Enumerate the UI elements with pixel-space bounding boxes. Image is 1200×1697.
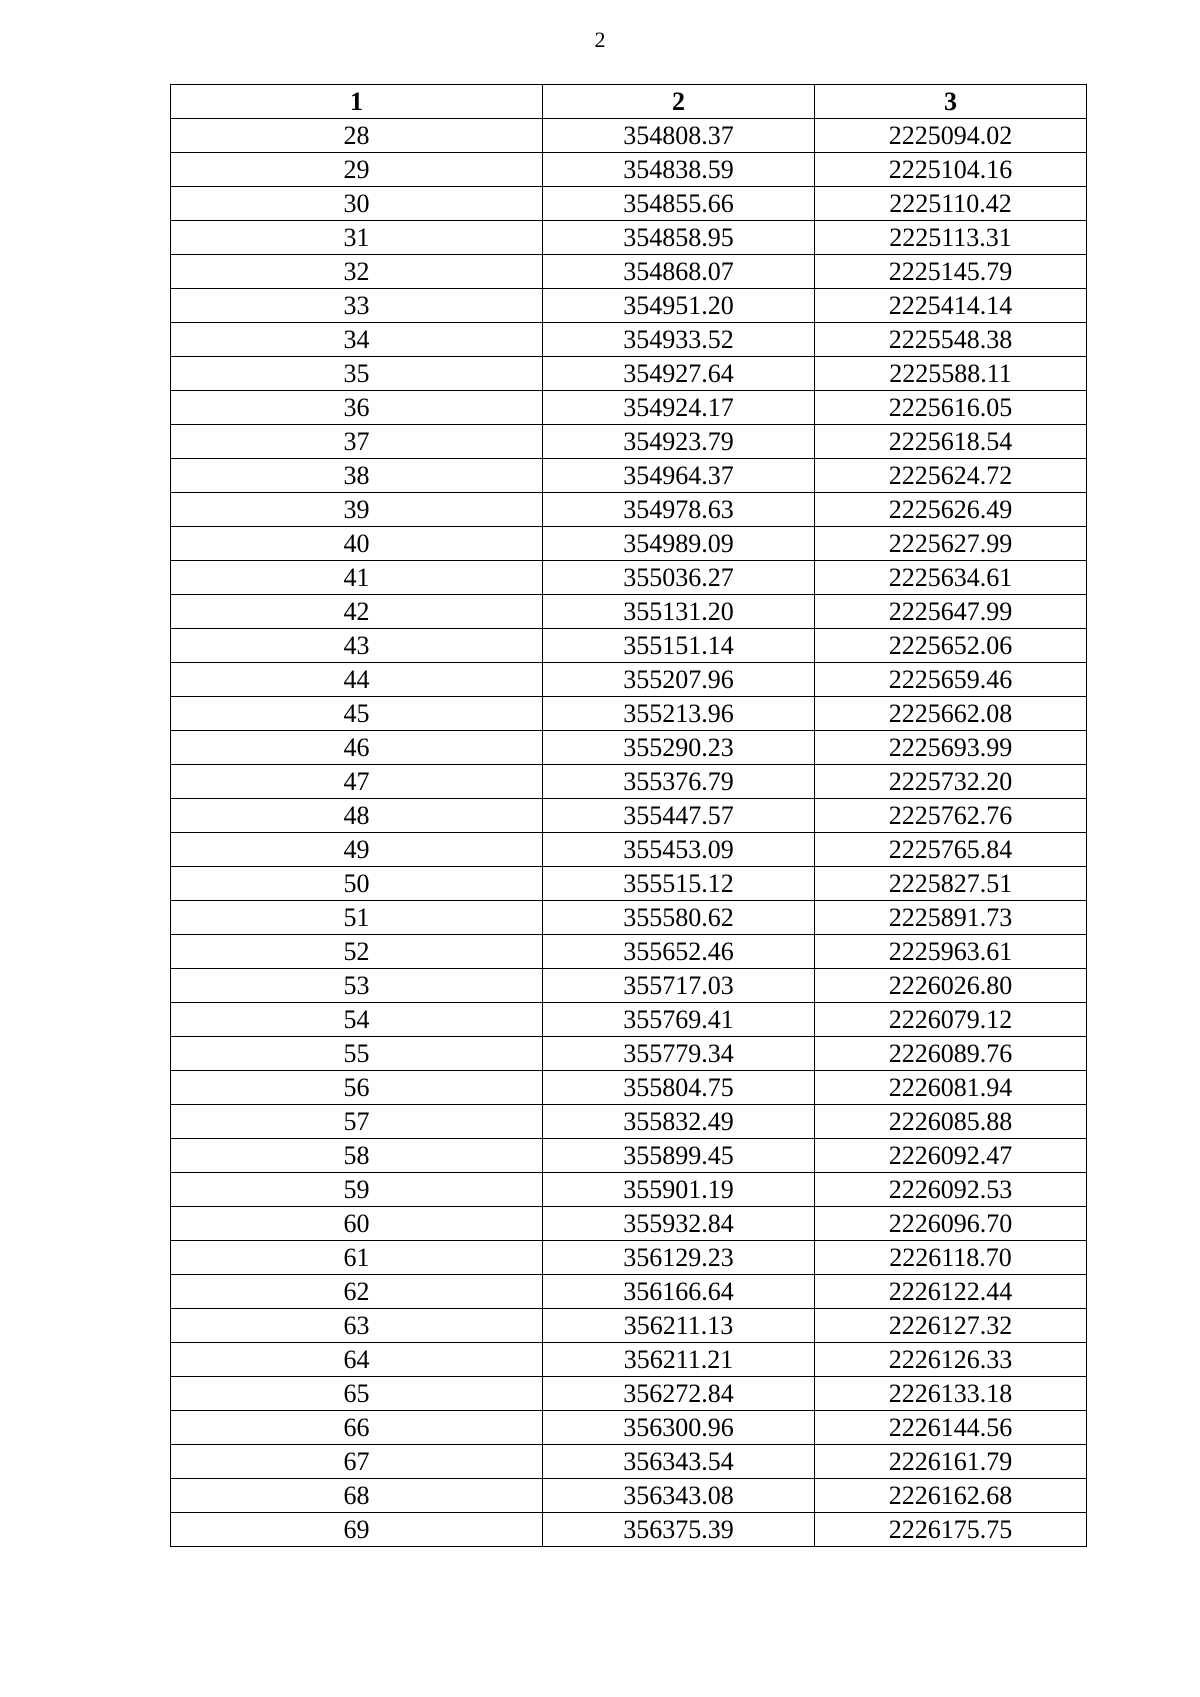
table-row bbox=[171, 1411, 1087, 1445]
table-row bbox=[171, 527, 1087, 561]
table-cell-col-3: 2225659.46 bbox=[815, 663, 1087, 697]
table-cell-col-3: 2226144.56 bbox=[815, 1411, 1087, 1445]
table-row bbox=[171, 833, 1087, 867]
table-cell-col-1: 34 bbox=[171, 323, 543, 357]
table-cell-col-1: 40 bbox=[171, 527, 543, 561]
table-cell-col-1: 53 bbox=[171, 969, 543, 1003]
table-cell-col-1: 64 bbox=[171, 1343, 543, 1377]
table-row bbox=[171, 221, 1087, 255]
table-row bbox=[171, 1003, 1087, 1037]
table-cell-col-1: 36 bbox=[171, 391, 543, 425]
table-cell-col-2: 354964.37 bbox=[543, 459, 815, 493]
table-cell-col-1: 33 bbox=[171, 289, 543, 323]
table-cell-col-2: 354933.52 bbox=[543, 323, 815, 357]
header-row bbox=[171, 85, 1087, 119]
table-cell-col-2: 354924.17 bbox=[543, 391, 815, 425]
table-cell-col-2: 355453.09 bbox=[543, 833, 815, 867]
table-cell-col-3: 2226026.80 bbox=[815, 969, 1087, 1003]
table-cell-col-3: 2226092.47 bbox=[815, 1139, 1087, 1173]
table-row bbox=[171, 1309, 1087, 1343]
table-cell-col-2: 355901.19 bbox=[543, 1173, 815, 1207]
table-cell-col-3: 2225627.99 bbox=[815, 527, 1087, 561]
table-cell-col-2: 355151.14 bbox=[543, 629, 815, 663]
table-cell-col-3: 2226122.44 bbox=[815, 1275, 1087, 1309]
table-cell-col-1: 51 bbox=[171, 901, 543, 935]
table-cell-col-3: 2225634.61 bbox=[815, 561, 1087, 595]
table-cell-col-2: 355290.23 bbox=[543, 731, 815, 765]
table-cell-col-2: 354838.59 bbox=[543, 153, 815, 187]
table-cell-col-1: 32 bbox=[171, 255, 543, 289]
table-cell-col-3: 2226127.32 bbox=[815, 1309, 1087, 1343]
table-cell-col-2: 354927.64 bbox=[543, 357, 815, 391]
table-cell-col-2: 356343.54 bbox=[543, 1445, 815, 1479]
table-cell-col-2: 355515.12 bbox=[543, 867, 815, 901]
table-cell-col-2: 356343.08 bbox=[543, 1479, 815, 1513]
table-cell-col-1: 66 bbox=[171, 1411, 543, 1445]
table-cell-col-3: 2225548.38 bbox=[815, 323, 1087, 357]
column-header-1: 1 bbox=[171, 85, 543, 119]
table-cell-col-2: 354951.20 bbox=[543, 289, 815, 323]
table-cell-col-3: 2225732.20 bbox=[815, 765, 1087, 799]
table-row bbox=[171, 1105, 1087, 1139]
table-cell-col-1: 30 bbox=[171, 187, 543, 221]
table-cell-col-1: 67 bbox=[171, 1445, 543, 1479]
table-row bbox=[171, 1343, 1087, 1377]
table-cell-col-2: 355447.57 bbox=[543, 799, 815, 833]
table-row bbox=[171, 595, 1087, 629]
table-cell-col-3: 2225145.79 bbox=[815, 255, 1087, 289]
table-cell-col-2: 355899.45 bbox=[543, 1139, 815, 1173]
table-cell-col-1: 50 bbox=[171, 867, 543, 901]
table-row bbox=[171, 425, 1087, 459]
table-cell-col-3: 2226126.33 bbox=[815, 1343, 1087, 1377]
table-cell-col-2: 354923.79 bbox=[543, 425, 815, 459]
table-cell-col-1: 47 bbox=[171, 765, 543, 799]
table-cell-col-2: 356272.84 bbox=[543, 1377, 815, 1411]
table-cell-col-1: 37 bbox=[171, 425, 543, 459]
table-cell-col-3: 2225588.11 bbox=[815, 357, 1087, 391]
table-row bbox=[171, 697, 1087, 731]
table-row bbox=[171, 493, 1087, 527]
table-row bbox=[171, 1241, 1087, 1275]
table-cell-col-2: 356375.39 bbox=[543, 1513, 815, 1547]
table-row bbox=[171, 867, 1087, 901]
table-cell-col-3: 2226096.70 bbox=[815, 1207, 1087, 1241]
table-cell-col-1: 44 bbox=[171, 663, 543, 697]
coordinates-table bbox=[170, 84, 1087, 1547]
table-row bbox=[171, 1173, 1087, 1207]
table-cell-col-1: 54 bbox=[171, 1003, 543, 1037]
table-cell-col-2: 355804.75 bbox=[543, 1071, 815, 1105]
table-cell-col-2: 354989.09 bbox=[543, 527, 815, 561]
table-row bbox=[171, 119, 1087, 153]
table-row bbox=[171, 1037, 1087, 1071]
table-cell-col-2: 355779.34 bbox=[543, 1037, 815, 1071]
table-cell-col-3: 2226162.68 bbox=[815, 1479, 1087, 1513]
table-row bbox=[171, 765, 1087, 799]
table-row bbox=[171, 1445, 1087, 1479]
table-row bbox=[171, 1207, 1087, 1241]
table-row bbox=[171, 799, 1087, 833]
table-row bbox=[171, 289, 1087, 323]
table-cell-col-3: 2225765.84 bbox=[815, 833, 1087, 867]
table-cell-col-3: 2226118.70 bbox=[815, 1241, 1087, 1275]
table-cell-col-1: 28 bbox=[171, 119, 543, 153]
page-number: 2 bbox=[594, 27, 606, 52]
table-cell-col-3: 2225626.49 bbox=[815, 493, 1087, 527]
table-cell-col-1: 45 bbox=[171, 697, 543, 731]
table-cell-col-1: 43 bbox=[171, 629, 543, 663]
table-cell-col-2: 354855.66 bbox=[543, 187, 815, 221]
table-cell-col-1: 35 bbox=[171, 357, 543, 391]
table-body bbox=[171, 119, 1087, 1547]
table-cell-col-3: 2226133.18 bbox=[815, 1377, 1087, 1411]
table-cell-col-3: 2225624.72 bbox=[815, 459, 1087, 493]
table-cell-col-2: 355036.27 bbox=[543, 561, 815, 595]
table-row bbox=[171, 731, 1087, 765]
table-cell-col-1: 48 bbox=[171, 799, 543, 833]
table-cell-col-3: 2225827.51 bbox=[815, 867, 1087, 901]
table-row bbox=[171, 935, 1087, 969]
table-cell-col-2: 356129.23 bbox=[543, 1241, 815, 1275]
table-row bbox=[171, 663, 1087, 697]
table-row bbox=[171, 255, 1087, 289]
table-cell-col-3: 2225113.31 bbox=[815, 221, 1087, 255]
table-cell-col-3: 2225414.14 bbox=[815, 289, 1087, 323]
table-cell-col-1: 65 bbox=[171, 1377, 543, 1411]
table-row bbox=[171, 357, 1087, 391]
table-row bbox=[171, 561, 1087, 595]
table-row bbox=[171, 187, 1087, 221]
table-cell-col-2: 354868.07 bbox=[543, 255, 815, 289]
table-cell-col-1: 52 bbox=[171, 935, 543, 969]
table-cell-col-3: 2226081.94 bbox=[815, 1071, 1087, 1105]
table-cell-col-2: 355376.79 bbox=[543, 765, 815, 799]
table-cell-col-1: 56 bbox=[171, 1071, 543, 1105]
table-cell-col-2: 356166.64 bbox=[543, 1275, 815, 1309]
table-cell-col-2: 355717.03 bbox=[543, 969, 815, 1003]
table-cell-col-1: 63 bbox=[171, 1309, 543, 1343]
table-cell-col-3: 2225652.06 bbox=[815, 629, 1087, 663]
table-cell-col-2: 355131.20 bbox=[543, 595, 815, 629]
table-cell-col-2: 354978.63 bbox=[543, 493, 815, 527]
table-header bbox=[171, 85, 1087, 119]
table-cell-col-2: 356211.13 bbox=[543, 1309, 815, 1343]
table-row bbox=[171, 1513, 1087, 1547]
table-cell-col-2: 355213.96 bbox=[543, 697, 815, 731]
table-cell-col-1: 58 bbox=[171, 1139, 543, 1173]
table-cell-col-1: 49 bbox=[171, 833, 543, 867]
table-cell-col-1: 29 bbox=[171, 153, 543, 187]
table-cell-col-1: 68 bbox=[171, 1479, 543, 1513]
table-cell-col-2: 355207.96 bbox=[543, 663, 815, 697]
table-cell-col-1: 60 bbox=[171, 1207, 543, 1241]
table-cell-col-3: 2225094.02 bbox=[815, 119, 1087, 153]
table-cell-col-3: 2225693.99 bbox=[815, 731, 1087, 765]
table-cell-col-3: 2226089.76 bbox=[815, 1037, 1087, 1071]
table-cell-col-2: 355769.41 bbox=[543, 1003, 815, 1037]
table-cell-col-3: 2225618.54 bbox=[815, 425, 1087, 459]
table-cell-col-2: 354858.95 bbox=[543, 221, 815, 255]
table-cell-col-1: 55 bbox=[171, 1037, 543, 1071]
column-header-3: 3 bbox=[815, 85, 1087, 119]
table-cell-col-3: 2225891.73 bbox=[815, 901, 1087, 935]
table-cell-col-2: 356300.96 bbox=[543, 1411, 815, 1445]
table-cell-col-2: 355652.46 bbox=[543, 935, 815, 969]
table-row bbox=[171, 323, 1087, 357]
table-row bbox=[171, 901, 1087, 935]
table-cell-col-3: 2225104.16 bbox=[815, 153, 1087, 187]
table-row bbox=[171, 969, 1087, 1003]
table-cell-col-2: 355832.49 bbox=[543, 1105, 815, 1139]
table-row bbox=[171, 1071, 1087, 1105]
table-cell-col-1: 69 bbox=[171, 1513, 543, 1547]
table-cell-col-3: 2225110.42 bbox=[815, 187, 1087, 221]
table-cell-col-1: 59 bbox=[171, 1173, 543, 1207]
table-cell-col-3: 2225963.61 bbox=[815, 935, 1087, 969]
table-cell-col-1: 38 bbox=[171, 459, 543, 493]
table-cell-col-3: 2225616.05 bbox=[815, 391, 1087, 425]
table-cell-col-1: 61 bbox=[171, 1241, 543, 1275]
table-cell-col-3: 2225647.99 bbox=[815, 595, 1087, 629]
table-cell-col-2: 355932.84 bbox=[543, 1207, 815, 1241]
table-row bbox=[171, 459, 1087, 493]
table-row bbox=[171, 391, 1087, 425]
table-row bbox=[171, 1479, 1087, 1513]
table-cell-col-3: 2225662.08 bbox=[815, 697, 1087, 731]
column-header-2: 2 bbox=[543, 85, 815, 119]
table-cell-col-1: 31 bbox=[171, 221, 543, 255]
table-cell-col-3: 2226085.88 bbox=[815, 1105, 1087, 1139]
table-row bbox=[171, 1275, 1087, 1309]
table-cell-col-2: 354808.37 bbox=[543, 119, 815, 153]
table-cell-col-1: 41 bbox=[171, 561, 543, 595]
table-cell-col-3: 2226092.53 bbox=[815, 1173, 1087, 1207]
table-cell-col-3: 2226175.75 bbox=[815, 1513, 1087, 1547]
table-row bbox=[171, 153, 1087, 187]
table-cell-col-1: 42 bbox=[171, 595, 543, 629]
table-cell-col-2: 356211.21 bbox=[543, 1343, 815, 1377]
table-cell-col-3: 2226161.79 bbox=[815, 1445, 1087, 1479]
table-cell-col-1: 57 bbox=[171, 1105, 543, 1139]
table-row bbox=[171, 1139, 1087, 1173]
table-cell-col-1: 62 bbox=[171, 1275, 543, 1309]
table-cell-col-3: 2226079.12 bbox=[815, 1003, 1087, 1037]
table-cell-col-1: 39 bbox=[171, 493, 543, 527]
table-cell-col-1: 46 bbox=[171, 731, 543, 765]
table-row bbox=[171, 629, 1087, 663]
table-row bbox=[171, 1377, 1087, 1411]
table-cell-col-3: 2225762.76 bbox=[815, 799, 1087, 833]
table-cell-col-2: 355580.62 bbox=[543, 901, 815, 935]
